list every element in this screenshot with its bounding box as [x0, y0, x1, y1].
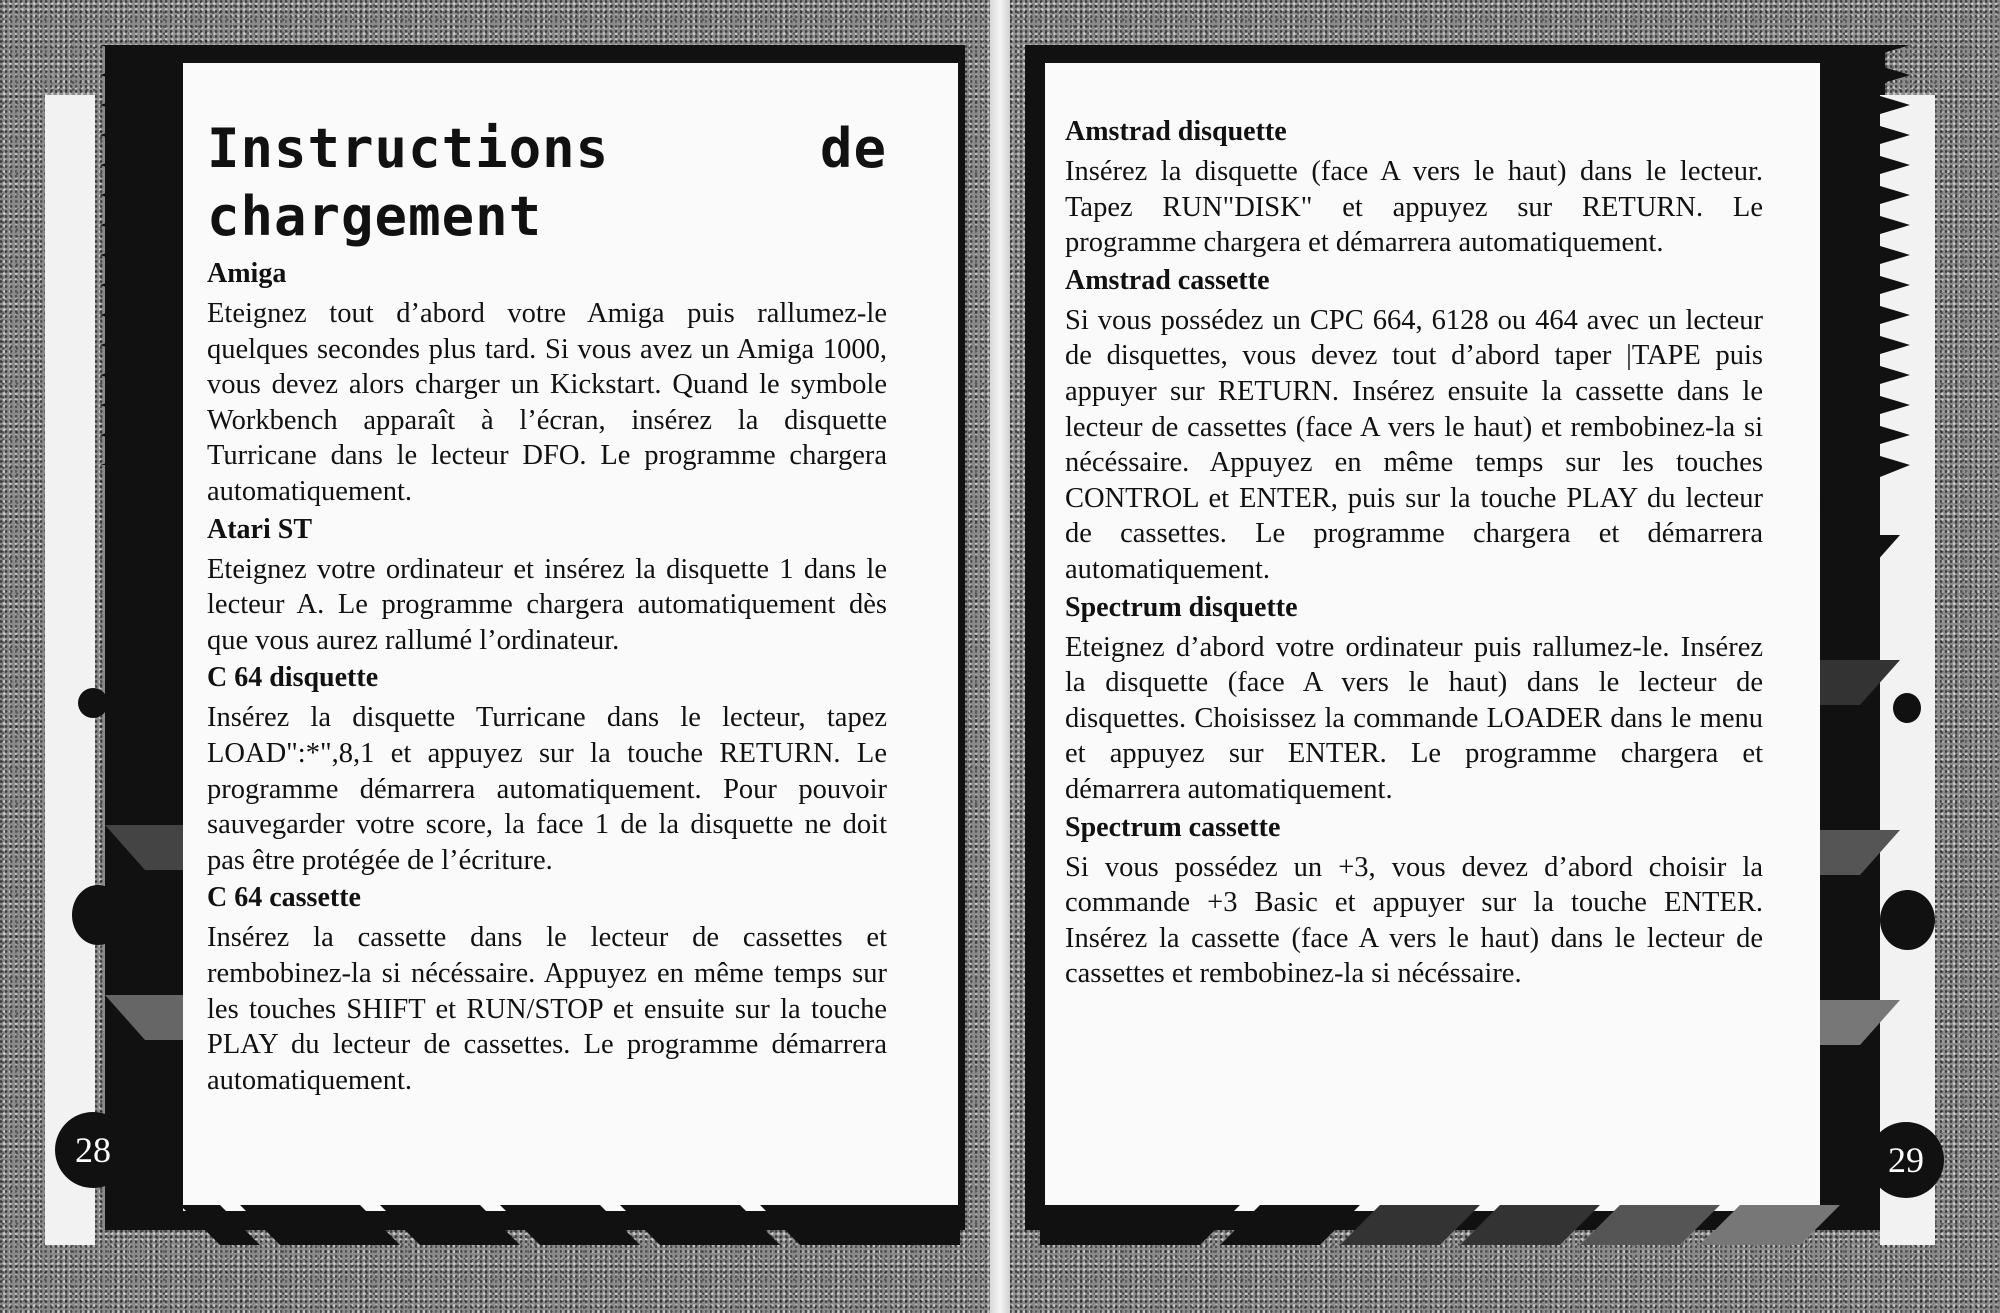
- section-heading-amiga: Amiga: [207, 258, 287, 289]
- page-number-left: 28: [55, 1112, 131, 1188]
- page-number-right: 29: [1868, 1122, 1944, 1198]
- section-heading-amstrad-disquette: Amstrad disquette: [1065, 116, 1287, 147]
- left-shard-1: [105, 530, 185, 575]
- left-bullet-dot-large: [72, 885, 124, 945]
- section-heading-amstrad-cassette: Amstrad cassette: [1065, 264, 1270, 296]
- section-body-atari-st: Eteignez votre ordinateur et insérez la disquette 1 dans le lecteur A. Le programme chargera automatiquement dès que vous aurez rallumé l’ordinateur.: [207, 553, 887, 656]
- left-shard-3: [105, 825, 185, 870]
- right-shard-2: [1820, 660, 1900, 705]
- section-body-c64-disquette: Insérez la disquette Turricane dans le lecteur, tapez LOAD":*",8,1 et appuyez sur la touche RETURN. Le programme démarrera automatiquement. Pour pouvoir sauvegarder votre score, la face 1 de la disquette ne doit pas être protégée de l’écriture.: [207, 702, 887, 876]
- left-bullet-dot-small: [78, 688, 108, 718]
- right-bottom-stripes: [1040, 1205, 1840, 1285]
- right-bullet-dot-small: [1893, 693, 1921, 723]
- right-shard-1: [1820, 535, 1900, 580]
- title-word-instructions: Instructions: [207, 117, 610, 180]
- section-heading-atari-st: Atari ST: [207, 513, 312, 545]
- left-bottom-stripes: [180, 1205, 960, 1285]
- page-title-line2: chargement: [207, 185, 543, 248]
- left-margin-strip: [45, 95, 95, 1245]
- section-heading-c64-disquette: C 64 disquette: [207, 662, 379, 694]
- title-word-de: de: [819, 117, 887, 180]
- right-zigzag-decoration: [1820, 45, 1910, 505]
- section-body-spectrum-disquette: Eteignez d’abord votre ordinateur puis rallumez-le. Insérez la disquette (face A vers le haut) dans le lecteur de disquettes. Choisissez la commande LOADER dans le menu et appuyez sur ENTER. Le programme chargera et démarrera automatiquement.: [1065, 631, 1763, 805]
- page-title-line1: [207, 114, 887, 184]
- right-shard-4: [1820, 1000, 1900, 1045]
- section-body-spectrum-cassette: Si vous possédez un +3, vous devez d’abord choisir la commande +3 Basic et appuyer sur la touche ENTER. Insérez la cassette (face A vers le haut) dans le lecteur de cassettes et rembobinez-la si nécéssaire.: [1065, 851, 1763, 990]
- section-body-amstrad-cassette: Si vous possédez un CPC 664, 6128 ou 464 avec un lecteur de disquettes, vous devez tout d’abord taper |TAPE puis appuyer sur RETURN. Insérez ensuite la cassette dans le lecteur de cassettes (face A vers le haut) et rembobinez-la si nécéssaire. Appuyez en même temps sur les touches CONTROL et ENTER, puis sur la touche PLAY du lecteur de cassettes. Le programme chargera et démarrera automatiquement.: [1065, 304, 1763, 585]
- book-spine: [990, 0, 1010, 1313]
- right-shard-3: [1820, 830, 1900, 875]
- left-zigzag-decoration: [100, 45, 190, 465]
- right-bullet-dot-large: [1880, 890, 1935, 950]
- section-heading-c64-cassette: C 64 cassette: [207, 882, 361, 914]
- section-body-c64-cassette: Insérez la cassette dans le lecteur de cassettes et rembobinez-la si nécéssaire. Appuyez en même temps sur les touches SHIFT et RUN/STOP et ensuite sur la touche PLAY du lecteur de cassettes. Le programme démarrera automatiquement.: [207, 922, 887, 1096]
- left-shard-4: [105, 995, 185, 1040]
- right-page-content: [1065, 112, 1763, 994]
- left-shard-2: [105, 660, 185, 705]
- section-heading-spectrum-cassette: Spectrum cassette: [1065, 811, 1281, 843]
- section-body-amstrad-disquette: Insérez la disquette (face A vers le haut) dans le lecteur. Tapez RUN"DISK" et appuyez sur RETURN. Le programme chargera et démarrera automatiquement.: [1065, 156, 1763, 259]
- section-heading-spectrum-disquette: Spectrum disquette: [1065, 591, 1298, 623]
- left-page-content: [207, 112, 887, 1100]
- section-body-amiga: Eteignez tout d’abord votre Amiga puis rallumez-le quelques secondes plus tard. Si vous avez un Amiga 1000, vous devez alors charger un Kickstart. Quand le symbole Workbench apparaît à l’écran, insérez la disquette Turricane dans le lecteur DFO. Le programme chargera automatiquement.: [207, 298, 887, 507]
